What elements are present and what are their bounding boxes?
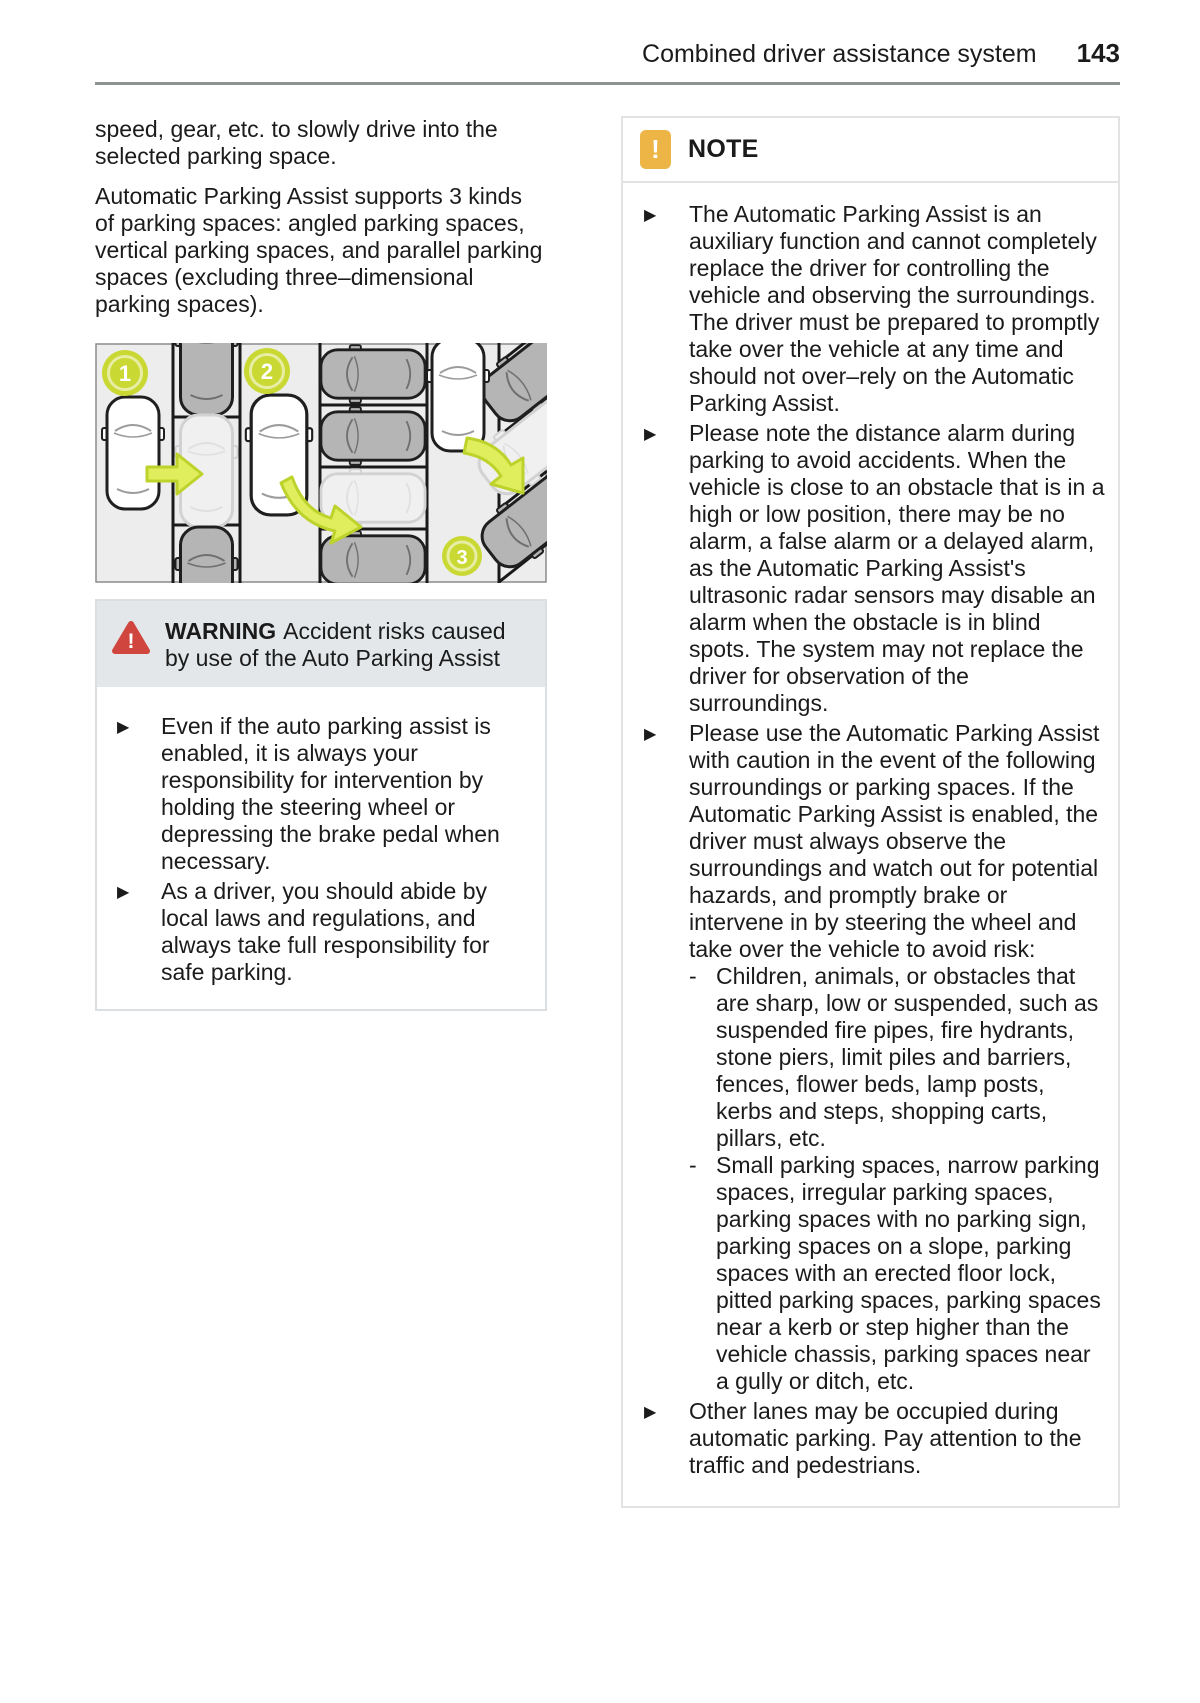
list-item: ▶ As a driver, you should abide by local laws and regulations, and always take full responsibility for safe parking. [111, 878, 531, 986]
sub-list-item: - Small parking spaces, narrow parking spaces, irregular parking spaces, parking spaces with no parking sign, parking spaces on a slope, parking spaces with an erected floor lock, pitted parking spaces, parking spaces near a kerb or step higher than the vehicle chassis, parking spaces near a gully or ditch, etc. [689, 1152, 1101, 1394]
page-number: 143 [1076, 38, 1120, 68]
badge-1 [102, 350, 148, 396]
driving-car [102, 397, 164, 509]
warning-title: WARNING Accident risks caused by use of the Auto Parking Assist [165, 618, 506, 671]
parked-car [176, 527, 238, 583]
warning-exclamation-glyph: ! [127, 630, 135, 653]
list-item: ▶ The Automatic Parking Assist is an auxiliary function and cannot completely replace the driver for controlling the vehicle and observing the surroundings. The driver must be prepared to promptly take over the vehicle at any time and should not over–rely on the Automatic Parking Assist. [637, 201, 1106, 417]
bullet-triangle-icon: ▶ [644, 726, 657, 743]
parked-car [321, 407, 425, 465]
content-columns [95, 116, 1120, 1508]
bullet-triangle-icon: ▶ [644, 1404, 657, 1421]
warning-body [97, 687, 545, 1009]
list-item: ▶ Please use the Automatic Parking Assist with caution in the event of the following surroundings or parking spaces. If the Automatic Parking Assist is enabled, the driver must always observe the surroundings and watch out for potential hazards, and promptly brake or intervene in by steering the wheel and take over the vehicle to avoid risk: - Children, animals, or obstacles that are sharp, low or suspended, such as suspended fire pipes, fire hydrants, stone piers, limit piles and barriers, fences, flower beds, lamp posts, kerbs and steps, shopping carts, pillars, etc. - Small parking spaces, narrow parking spaces, irregular parking spaces, parking spaces with no parking sign, parking spaces on a slope, parking spaces with an erected floor lock, pitted parking spaces, parking spaces near a kerb or step higher than the vehicle chassis, parking spaces near a gully or ditch, etc. [637, 720, 1106, 1395]
list-item: ▶ Please note the distance alarm during parking to avoid accidents. When the vehicle is close to an obstacle that is in a high or low position, there may be no alarm, a false alarm or a delayed alarm, as the Automatic Parking Assist's ultrasonic radar sensors may disable an alarm when the obstacle is in blind spots. The system may not replace the driver for observation of the surroundings. [637, 420, 1106, 717]
warning-header [97, 601, 545, 687]
dash-icon: - [689, 963, 697, 989]
sub-list [689, 963, 1106, 1395]
note-label: NOTE [688, 135, 759, 163]
sub-list-item: - Children, animals, or obstacles that are sharp, low or suspended, such as suspended fire pipes, fire hydrants, stone piers, limit piles and barriers, fences, flower beds, lamp posts, kerbs and steps, shopping carts, pillars, etc. [689, 963, 1099, 1151]
dash-icon: - [689, 1152, 697, 1178]
bullet-triangle-icon: ▶ [644, 207, 657, 224]
badge-2-label: 2 [260, 359, 274, 384]
left-column [95, 116, 547, 1508]
driving-car [427, 343, 489, 451]
badge-3 [442, 536, 482, 576]
body-paragraph: Automatic Parking Assist supports 3 kinds of parking spaces: angled parking spaces, vertical parking spaces, and parallel parking spaces (excluding three–dimensional parking spaces). [95, 183, 543, 317]
note-body [623, 183, 1118, 1506]
bullet-triangle-icon: ▶ [117, 719, 130, 736]
right-column [621, 116, 1120, 1508]
warning-triangle-icon [111, 620, 151, 661]
parked-car [321, 345, 425, 403]
chapter-title: Combined driver assistance system [642, 40, 1037, 68]
page-header [95, 38, 1120, 85]
parking-types-figure [95, 343, 547, 583]
bullet-triangle-icon: ▶ [644, 426, 657, 443]
parked-car [176, 343, 238, 415]
badge-1-label: 1 [118, 361, 132, 386]
bullet-triangle-icon: ▶ [117, 884, 130, 901]
note-header [623, 118, 1118, 183]
note-exclamation-icon: ! [640, 130, 671, 169]
note-box [621, 116, 1120, 1508]
warning-label: WARNING [165, 618, 277, 644]
body-paragraph: speed, gear, etc. to slowly drive into the selected parking space. [95, 116, 498, 169]
warning-box [95, 599, 547, 1011]
badge-3-label: 3 [456, 547, 468, 569]
list-item: ▶ Even if the auto parking assist is enabled, it is always your responsibility for intervention by holding the steering wheel or depressing the brake pedal when necessary. [111, 713, 531, 875]
list-item: ▶ Other lanes may be occupied during automatic parking. Pay attention to the traffic and pedestrians. [637, 1398, 1106, 1479]
badge-2 [244, 348, 290, 394]
